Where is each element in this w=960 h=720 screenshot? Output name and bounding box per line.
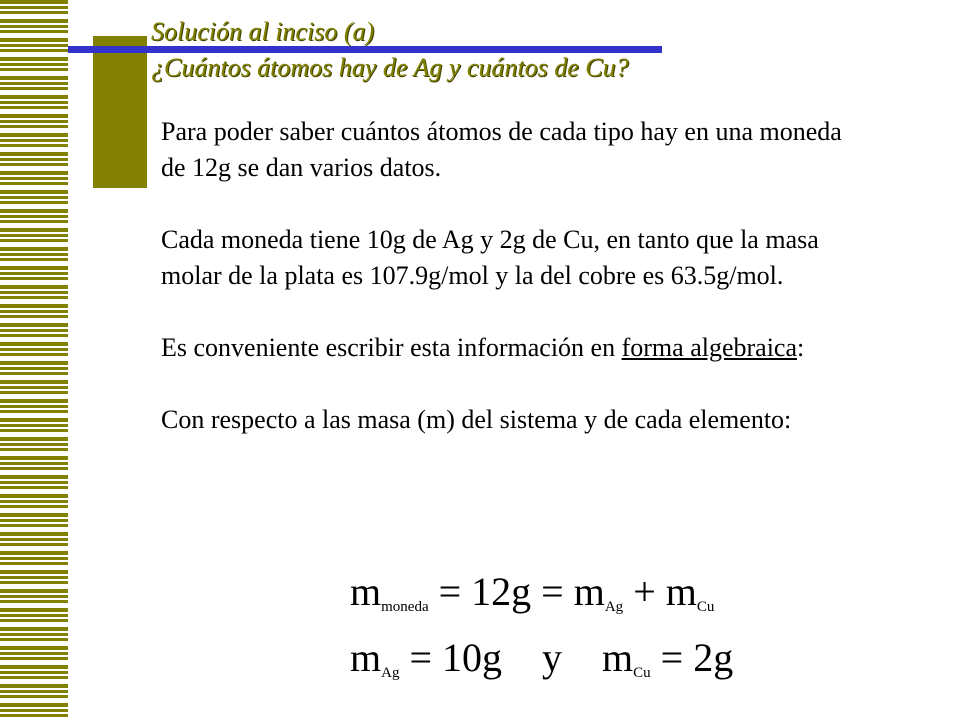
algebraic-form-link[interactable]: forma algebraica [621,333,797,362]
equation-total-mass: $m_{moneda} = 12g = m_{Ag} + m_{Cu}$ [350,569,715,615]
decorative-block [93,36,147,188]
paragraph-3-text: Es conveniente escribir esta información en [161,333,622,362]
equation-component-masses: $m_{Ag} = 10g$ y $m_{Cu} = 2g$ [350,635,734,681]
decorative-stripes [0,0,68,720]
paragraph-2: Cada moneda tiene 10g de Ag y 2g de Cu, en tanto que la masa molar de la plata es 107.9g/mol y la del cobre es 63.5g/mol. [161,225,819,290]
paragraph-3 [161,330,861,366]
paragraph-3-colon: : [797,333,805,362]
title-line-2: ¿Cuántos átomos hay de Ag y cuántos de Cu? [151,53,629,82]
slide-body [161,114,861,438]
title-line-1: Solución al inciso (a) [151,17,375,46]
paragraph-1: Para poder saber cuántos átomos de cada tipo hay en una moneda de 12g se dan varios datos. [161,117,842,182]
slide-title [151,14,629,86]
paragraph-4: Con respecto a las masa (m) del sistema y de cada elemento: [161,405,792,434]
